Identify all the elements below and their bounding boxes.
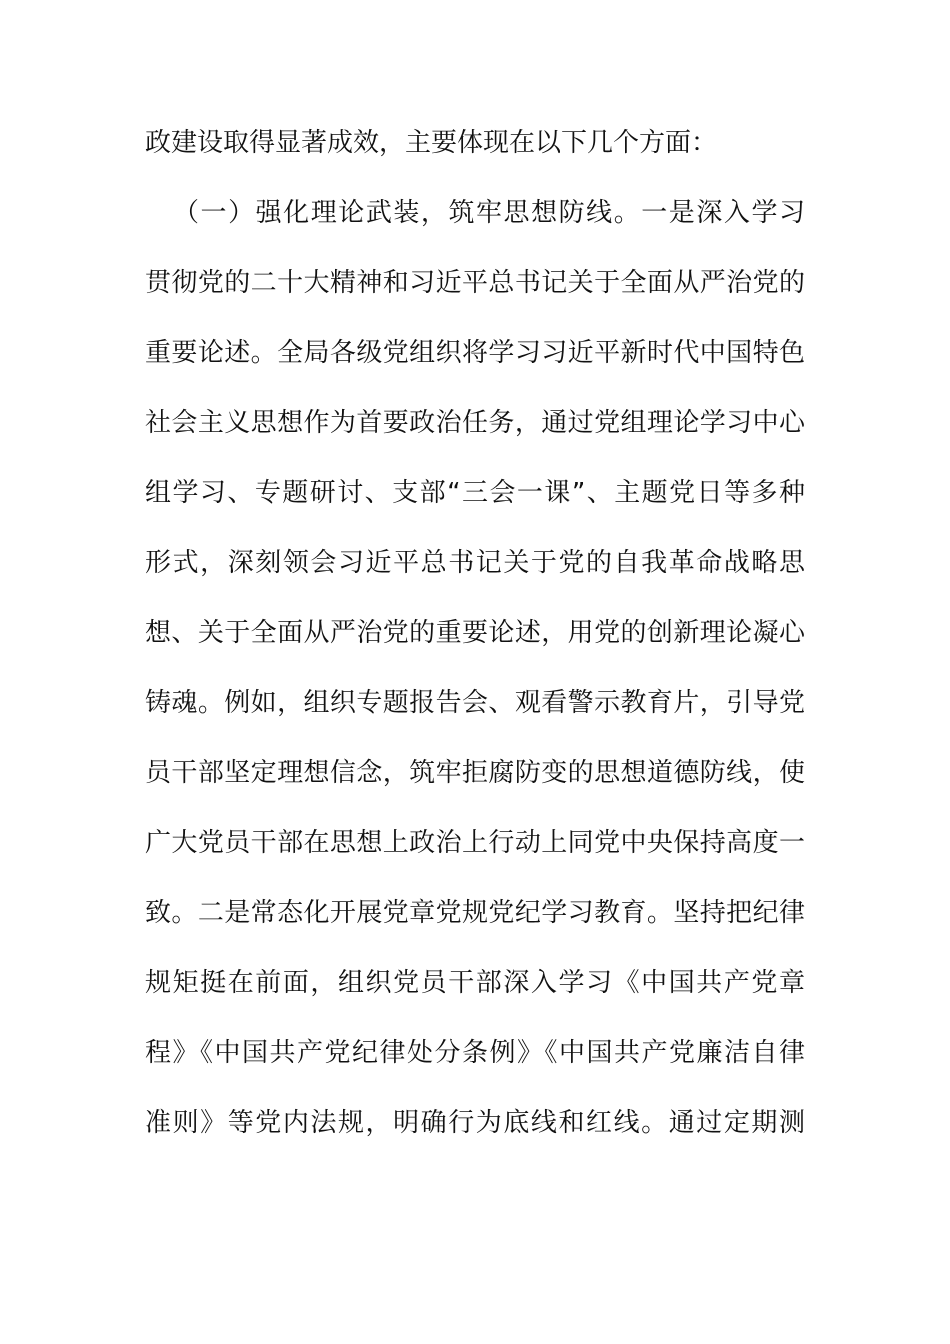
text-line: 社会主义思想作为首要政治任务，通过党组理论学习中心 (145, 408, 805, 438)
text-line: 广大党员干部在思想上政治上行动上同党中央保持高度一 (145, 828, 805, 858)
section-heading-line: （一）强化理论武装，筑牢思想防线。一是深入学习 (173, 198, 805, 228)
text-line: 规矩挺在前面，组织党员干部深入学习《中国共产党章 (145, 968, 805, 998)
text-line: 准则》等党内法规，明确行为底线和红线。通过定期测 (145, 1108, 805, 1138)
text-line: 贯彻党的二十大精神和习近平总书记关于全面从严治党的 (145, 268, 805, 298)
document-page (145, 108, 805, 1158)
text-line: 想、关于全面从严治党的重要论述，用党的创新理论凝心 (145, 618, 805, 648)
text-line: 形式，深刻领会习近平总书记关于党的自我革命战略思 (145, 548, 805, 578)
text-line: 员干部坚定理想信念，筑牢拒腐防变的思想道德防线，使 (145, 758, 805, 788)
text-line: 政建设取得显著成效，主要体现在以下几个方面： (145, 128, 718, 158)
text-line: 重要论述。全局各级党组织将学习习近平新时代中国特色 (145, 338, 805, 368)
text-line: 铸魂。例如，组织专题报告会、观看警示教育片，引导党 (145, 688, 805, 718)
text-line: 致。二是常态化开展党章党规党纪学习教育。坚持把纪律 (145, 898, 805, 928)
text-line: 组学习、专题研讨、支部“三会一课”、主题党日等多种 (145, 478, 805, 508)
text-line: 程》《中国共产党纪律处分条例》《中国共产党廉洁自律 (145, 1038, 805, 1068)
